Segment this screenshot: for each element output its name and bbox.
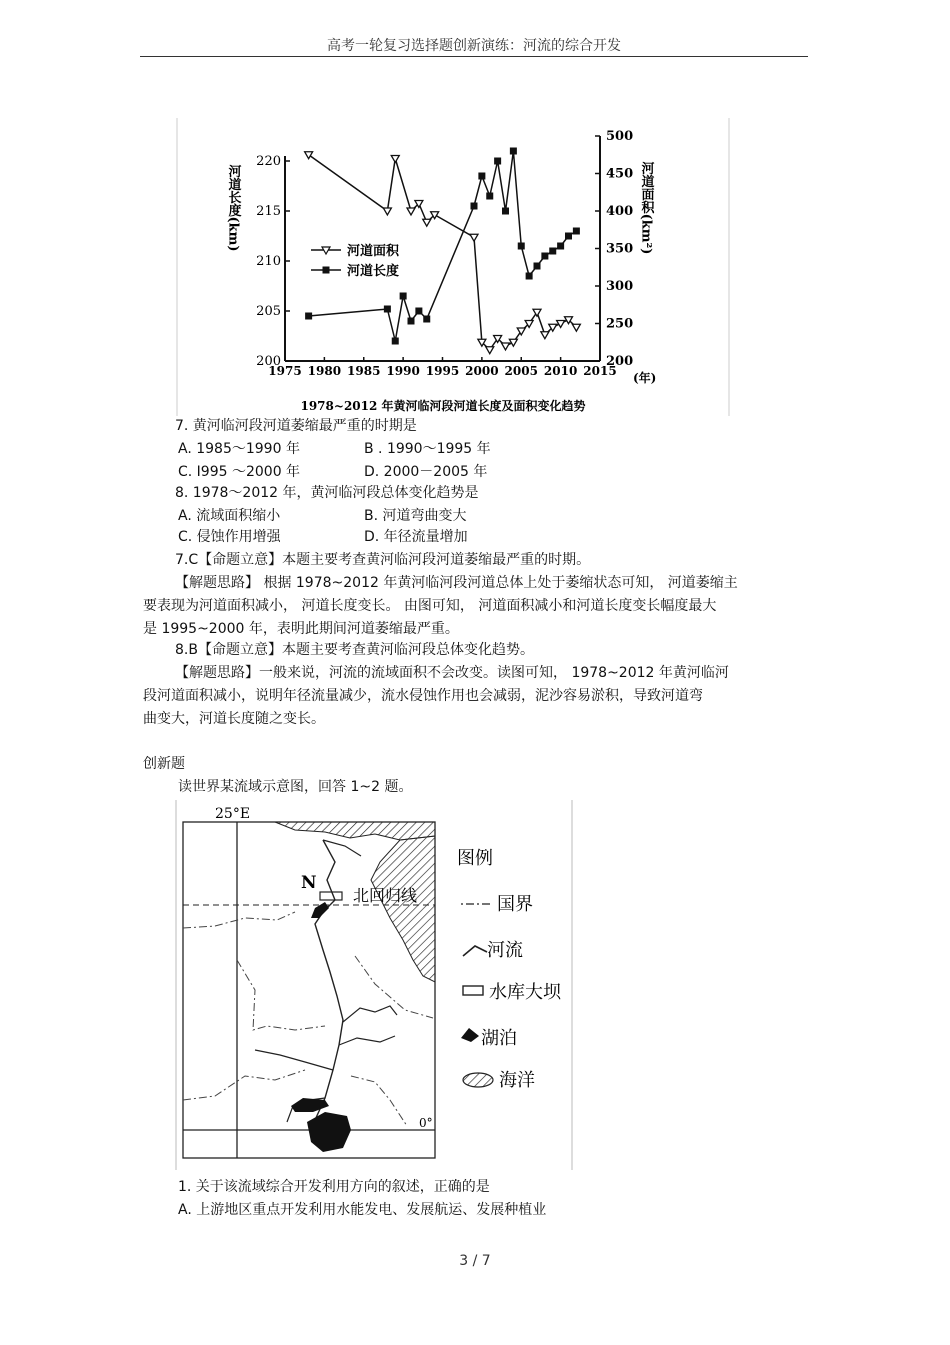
series-0-point xyxy=(423,219,431,226)
lake-kyoga xyxy=(291,1098,329,1112)
delta-branch xyxy=(323,840,361,856)
answer-7-head: 7.C【命题立意】本题主要考查黄河临河段河道萎缩最严重的时期。 xyxy=(175,552,591,568)
x-tick-label-2005: 2005 xyxy=(504,364,538,378)
lake-nasser xyxy=(311,902,329,918)
series-1-point xyxy=(478,173,485,180)
y-right-tick-label-400: 400 xyxy=(606,204,634,219)
y-left-tick-label-220: 220 xyxy=(256,154,281,169)
legend-river: 河流 xyxy=(487,940,523,961)
series-0-point xyxy=(305,152,313,159)
tropic-label: 北回归线 xyxy=(353,886,418,905)
series-1-point xyxy=(486,193,493,200)
question-7: 7. 黄河临河段河道萎缩最严重的时期是 xyxy=(175,418,417,434)
series-1-point xyxy=(518,243,525,250)
series-0-point xyxy=(383,208,391,215)
q8-option-c: C. 侵蚀作用增强 xyxy=(178,529,281,545)
header-divider xyxy=(140,56,808,57)
border-5 xyxy=(351,1076,407,1126)
x-tick-label-2015: 2015 xyxy=(583,364,617,378)
tributary-west xyxy=(255,1050,333,1070)
basin-map xyxy=(175,800,573,1170)
q8-option-a: A. 流域面积缩小 xyxy=(178,508,281,524)
series-1-point xyxy=(415,308,422,315)
border-2 xyxy=(237,960,325,1030)
series-0-point xyxy=(470,234,478,241)
y-left-tick-label-205: 205 xyxy=(256,304,281,319)
section-title: 创新题 xyxy=(143,756,185,772)
answer-7-line-1: 【解题思路】 根据 1978~2012 年黄河临河段河道总体上处于萎缩状态可知， 河道萎缩主 xyxy=(175,575,738,591)
series-0-point xyxy=(486,347,494,354)
tributary-east xyxy=(343,1006,397,1022)
y-right-tick-label-350: 350 xyxy=(606,241,634,257)
series-0-point xyxy=(572,324,580,331)
y-left-label: 河道长度(km) xyxy=(225,164,241,252)
legend-dam: 水库大坝 xyxy=(489,982,561,1003)
x-tick-label-1975: 1975 xyxy=(268,364,302,378)
answer-8-line-2: 段河道面积减小，说明年径流量减少，流水侵蚀作用也会减弱，泥沙容易淤积，导致河道弯 xyxy=(143,688,703,704)
x-tick-label-1985: 1985 xyxy=(347,364,381,378)
series-1-point xyxy=(565,233,572,240)
chart-svg xyxy=(175,118,731,416)
series-1-point xyxy=(526,273,533,280)
legend-ocean: 海洋 xyxy=(499,1070,535,1091)
series-1-point xyxy=(423,316,430,323)
y-left-tick-label-200: 200 xyxy=(256,354,281,369)
series-0-point xyxy=(509,339,517,346)
dam-on-map xyxy=(320,892,342,900)
series-1-point xyxy=(471,203,478,210)
longitude-label: 25°E xyxy=(215,806,251,822)
x-tick-label-2010: 2010 xyxy=(543,364,578,378)
series-1-point xyxy=(541,253,548,260)
y-right-tick-label-200: 200 xyxy=(606,354,634,369)
series-1-point xyxy=(573,228,580,235)
series-1-point xyxy=(549,248,556,255)
ocean-east xyxy=(371,836,435,982)
border-3 xyxy=(183,1070,305,1100)
series-1-point xyxy=(305,313,312,320)
series-1-point xyxy=(384,306,391,313)
series-0-point xyxy=(557,321,565,328)
series-1-point xyxy=(392,338,399,345)
x-tick-label-1990: 1990 xyxy=(386,364,420,378)
ocean-north xyxy=(275,822,435,840)
x-axis-label: (年) xyxy=(633,371,657,385)
y-right-tick-label-300: 300 xyxy=(606,279,634,294)
legend-label-length: 河道长度 xyxy=(347,264,400,279)
answer-8-line-1: 【解题思路】一般来说，河流的流域面积不会改变。读图可知， 1978~2012 年黄河临河 xyxy=(175,665,729,681)
y-right-label: 河道面积(km²) xyxy=(638,161,654,255)
legend-border: 国界 xyxy=(497,894,533,915)
map-intro: 读世界某流域示意图，回答 1~2 题。 xyxy=(178,779,413,795)
legend-label-area: 河道面积 xyxy=(347,244,400,259)
legend-marker-length xyxy=(323,267,330,274)
series-0-point xyxy=(502,343,510,350)
q1-option-a: A. 上游地区重点开发利用水能发电、发展航运、发展种植业 xyxy=(178,1202,547,1218)
question-1: 1. 关于该流域综合开发利用方向的叙述，正确的是 xyxy=(178,1179,490,1195)
y-left-tick-label-210: 210 xyxy=(256,254,281,269)
answer-7-line-2: 要表现为河道面积减小， 河道长度变长。 由图可知， 河道面积减小和河道长度变长幅度最大 xyxy=(143,598,717,614)
answer-8-head: 8.B【命题立意】本题主要考查黄河临河段总体变化趋势。 xyxy=(175,642,534,658)
q7-option-c: C. I995 ～2000 年 xyxy=(178,464,301,480)
series-1-point xyxy=(534,263,541,270)
y-left-tick-label-215: 215 xyxy=(256,204,281,219)
series-0-point xyxy=(541,332,549,339)
q7-option-a: A. 1985～1990 年 xyxy=(178,441,300,457)
answer-7-line-3: 是 1995~2000 年，表明此期间河道萎缩最严重。 xyxy=(143,621,459,637)
main-river xyxy=(315,840,343,1120)
legend-ocean-symbol xyxy=(463,1073,493,1087)
legend-lake: 湖泊 xyxy=(481,1028,517,1049)
legend-river-symbol xyxy=(463,946,487,956)
series-1-point xyxy=(557,243,564,250)
series-0-point xyxy=(407,208,415,215)
q7-option-b: B . 1990～1995 年 xyxy=(364,441,491,457)
legend-dam-symbol xyxy=(463,986,483,995)
x-tick-label-1980: 1980 xyxy=(307,364,342,378)
lake-victoria xyxy=(307,1112,351,1152)
series-1-point xyxy=(502,208,509,215)
x-tick-label-1995: 1995 xyxy=(425,364,460,378)
q8-option-b: B. 河道弯曲变大 xyxy=(364,508,467,524)
series-1-point xyxy=(494,158,501,165)
border-1 xyxy=(183,912,295,928)
river-change-chart xyxy=(175,118,731,416)
legend-title: 图例 xyxy=(457,848,493,869)
equator-label: 0° xyxy=(419,1116,433,1130)
map-svg xyxy=(175,800,573,1170)
series-1-point xyxy=(510,148,517,155)
q8-option-d: D. 年径流量增加 xyxy=(364,529,468,545)
q7-option-d: D. 2000－2005 年 xyxy=(364,464,488,480)
x-tick-label-2000: 2000 xyxy=(465,364,499,378)
y-right-tick-label-250: 250 xyxy=(606,316,634,332)
legend-lake-symbol xyxy=(461,1028,479,1042)
chart-title: 1978~2012 年黄河临河段河道长度及面积变化趋势 xyxy=(300,399,586,413)
answer-8-line-3: 曲变大，河道长度随之变长。 xyxy=(143,711,325,727)
page-number: 3 / 7 xyxy=(459,1253,491,1269)
north-label: N xyxy=(301,873,317,893)
y-right-tick-label-500: 500 xyxy=(606,129,634,144)
question-8: 8. 1978～2012 年，黄河临河段总体变化趋势是 xyxy=(175,485,479,501)
series-1-point xyxy=(408,318,415,325)
page-header: 高考一轮复习选择题创新演练：河流的综合开发 xyxy=(327,38,621,54)
tributary-atbara xyxy=(339,1036,395,1045)
y-right-tick-label-450: 450 xyxy=(606,166,634,182)
series-1-point xyxy=(400,293,407,300)
series-0-point xyxy=(391,156,399,163)
